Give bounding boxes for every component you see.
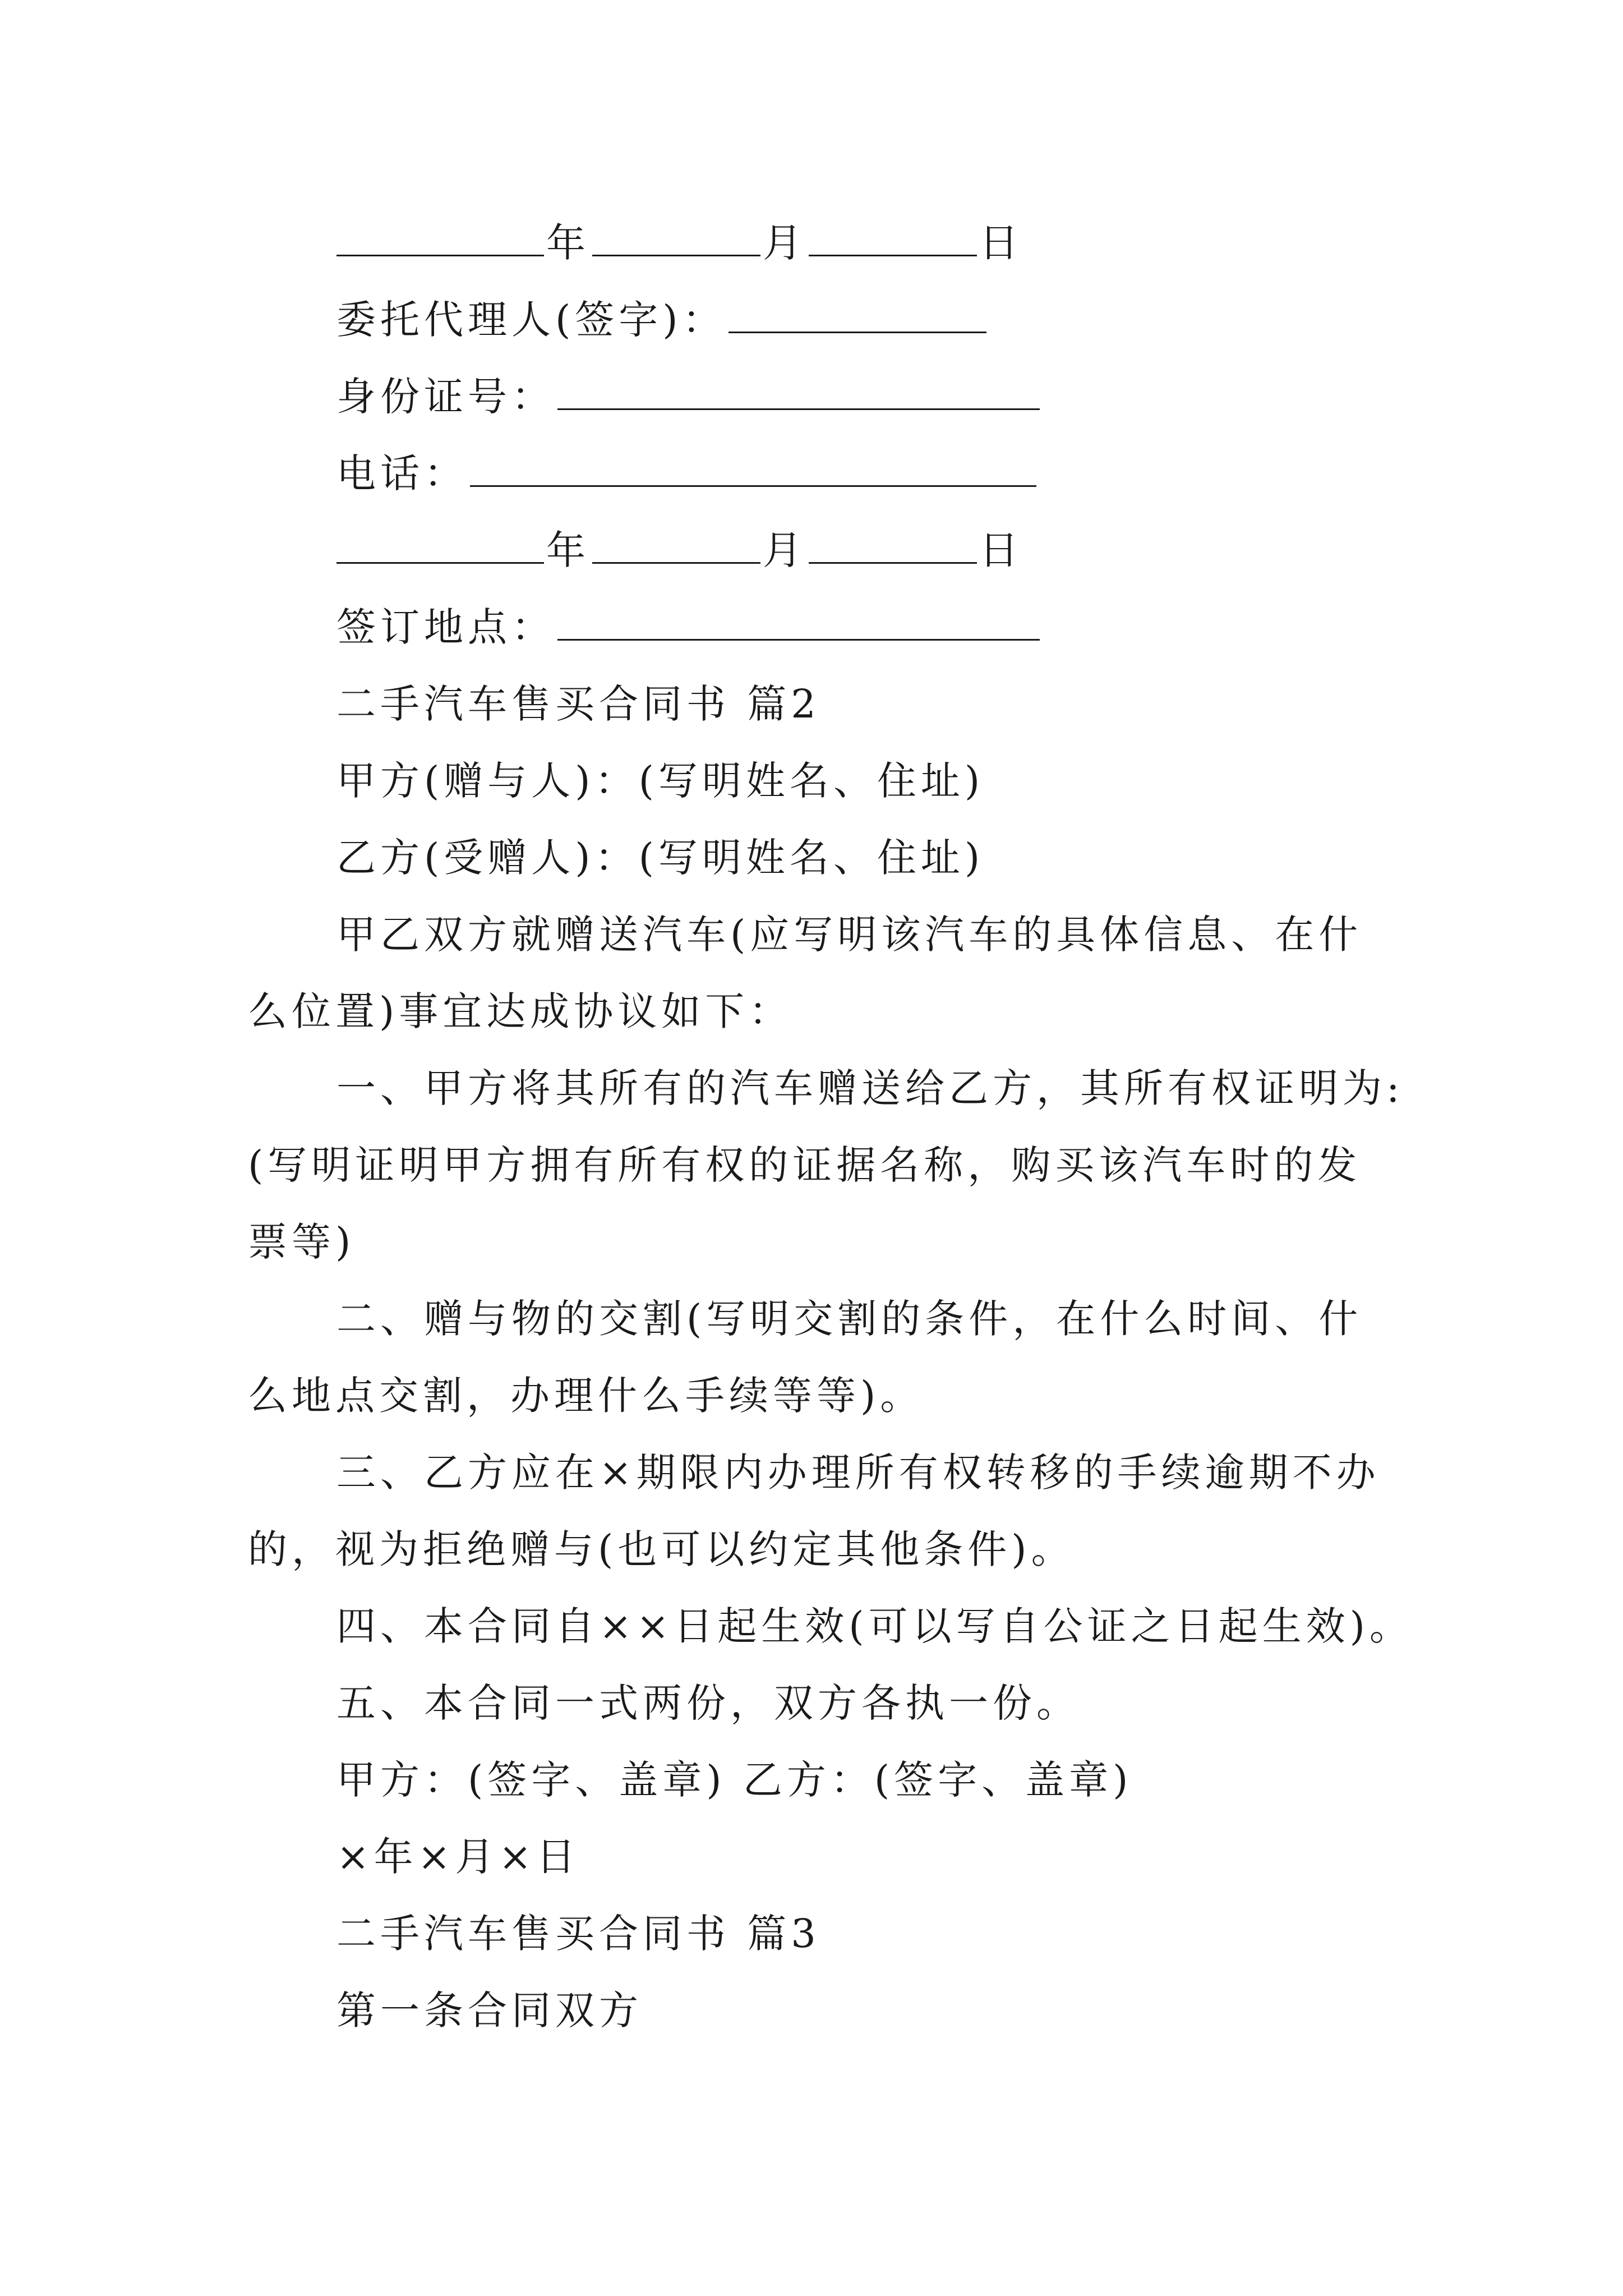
place-blank [557, 604, 1040, 641]
clause5-line: 五、本合同一式两份，双方各执一份。 [336, 1680, 1080, 1726]
intro-line-1: 甲乙双方就赠送汽车(应写明该汽车的具体信息、在什 [336, 912, 1363, 958]
section2-heading: 二手汽车售买合同书 篇2 [336, 681, 820, 727]
clause2-line-2: 么地点交割，办理什么手续等等)。 [248, 1373, 924, 1419]
year-blank-2 [336, 527, 544, 564]
date-line-1 [336, 216, 1023, 270]
date-line-3: ×年×月×日 [336, 1834, 580, 1880]
signatures-line: 甲方：(签字、盖章) 乙方：(签字、盖章) [336, 1757, 1133, 1803]
place-label: 签订地点： [336, 604, 555, 650]
agent-line [336, 293, 989, 347]
clause3-line-1: 三、乙方应在×期限内办理所有权转移的手续逾期不办 [336, 1450, 1380, 1496]
day-blank [809, 220, 977, 256]
clause1-line-1: 一、甲方将其所有的汽车赠送给乙方，其所有权证明为: [336, 1065, 1404, 1111]
day-blank-2 [809, 527, 977, 564]
section3-heading: 二手汽车售买合同书 篇3 [336, 1911, 820, 1957]
clause1-line-3: 票等) [248, 1219, 356, 1265]
year-label-2: 年 [546, 527, 590, 573]
date-line-2 [336, 523, 1023, 577]
month-label-2: 月 [763, 527, 806, 573]
month-label: 月 [763, 220, 806, 266]
agent-blank [728, 297, 986, 333]
phone-line [336, 447, 1039, 500]
day-label-2: 日 [979, 527, 1023, 573]
intro-line-2: 么位置)事宜达成协议如下： [248, 988, 793, 1034]
clause4-line: 四、本合同自××日起生效(可以写自公证之日起生效)。 [336, 1603, 1413, 1649]
place-line [336, 600, 1042, 654]
agent-label: 委托代理人(签字)： [336, 297, 726, 343]
phone-blank [470, 450, 1036, 487]
party-a-line: 甲方(赠与人)：(写明姓名、住址) [336, 758, 985, 804]
clause3-line-2: 的，视为拒绝赠与(也可以约定其他条件)。 [248, 1526, 1075, 1572]
month-blank-2 [592, 527, 760, 564]
id-blank [557, 374, 1040, 410]
clause2-line-1: 二、赠与物的交割(写明交割的条件，在什么时间、什 [336, 1296, 1363, 1342]
day-label: 日 [979, 220, 1023, 266]
year-label: 年 [546, 220, 590, 266]
party-b-line: 乙方(受赠人)：(写明姓名、住址) [336, 835, 985, 881]
year-blank [336, 220, 544, 256]
month-blank [592, 220, 760, 256]
article1-line: 第一条合同双方 [336, 1987, 643, 2033]
id-line [336, 370, 1042, 424]
clause1-line-2: (写明证明甲方拥有所有权的证据名称，购买该汽车时的发 [248, 1142, 1362, 1188]
id-label: 身份证号： [336, 374, 555, 420]
phone-label: 电话： [336, 450, 468, 496]
